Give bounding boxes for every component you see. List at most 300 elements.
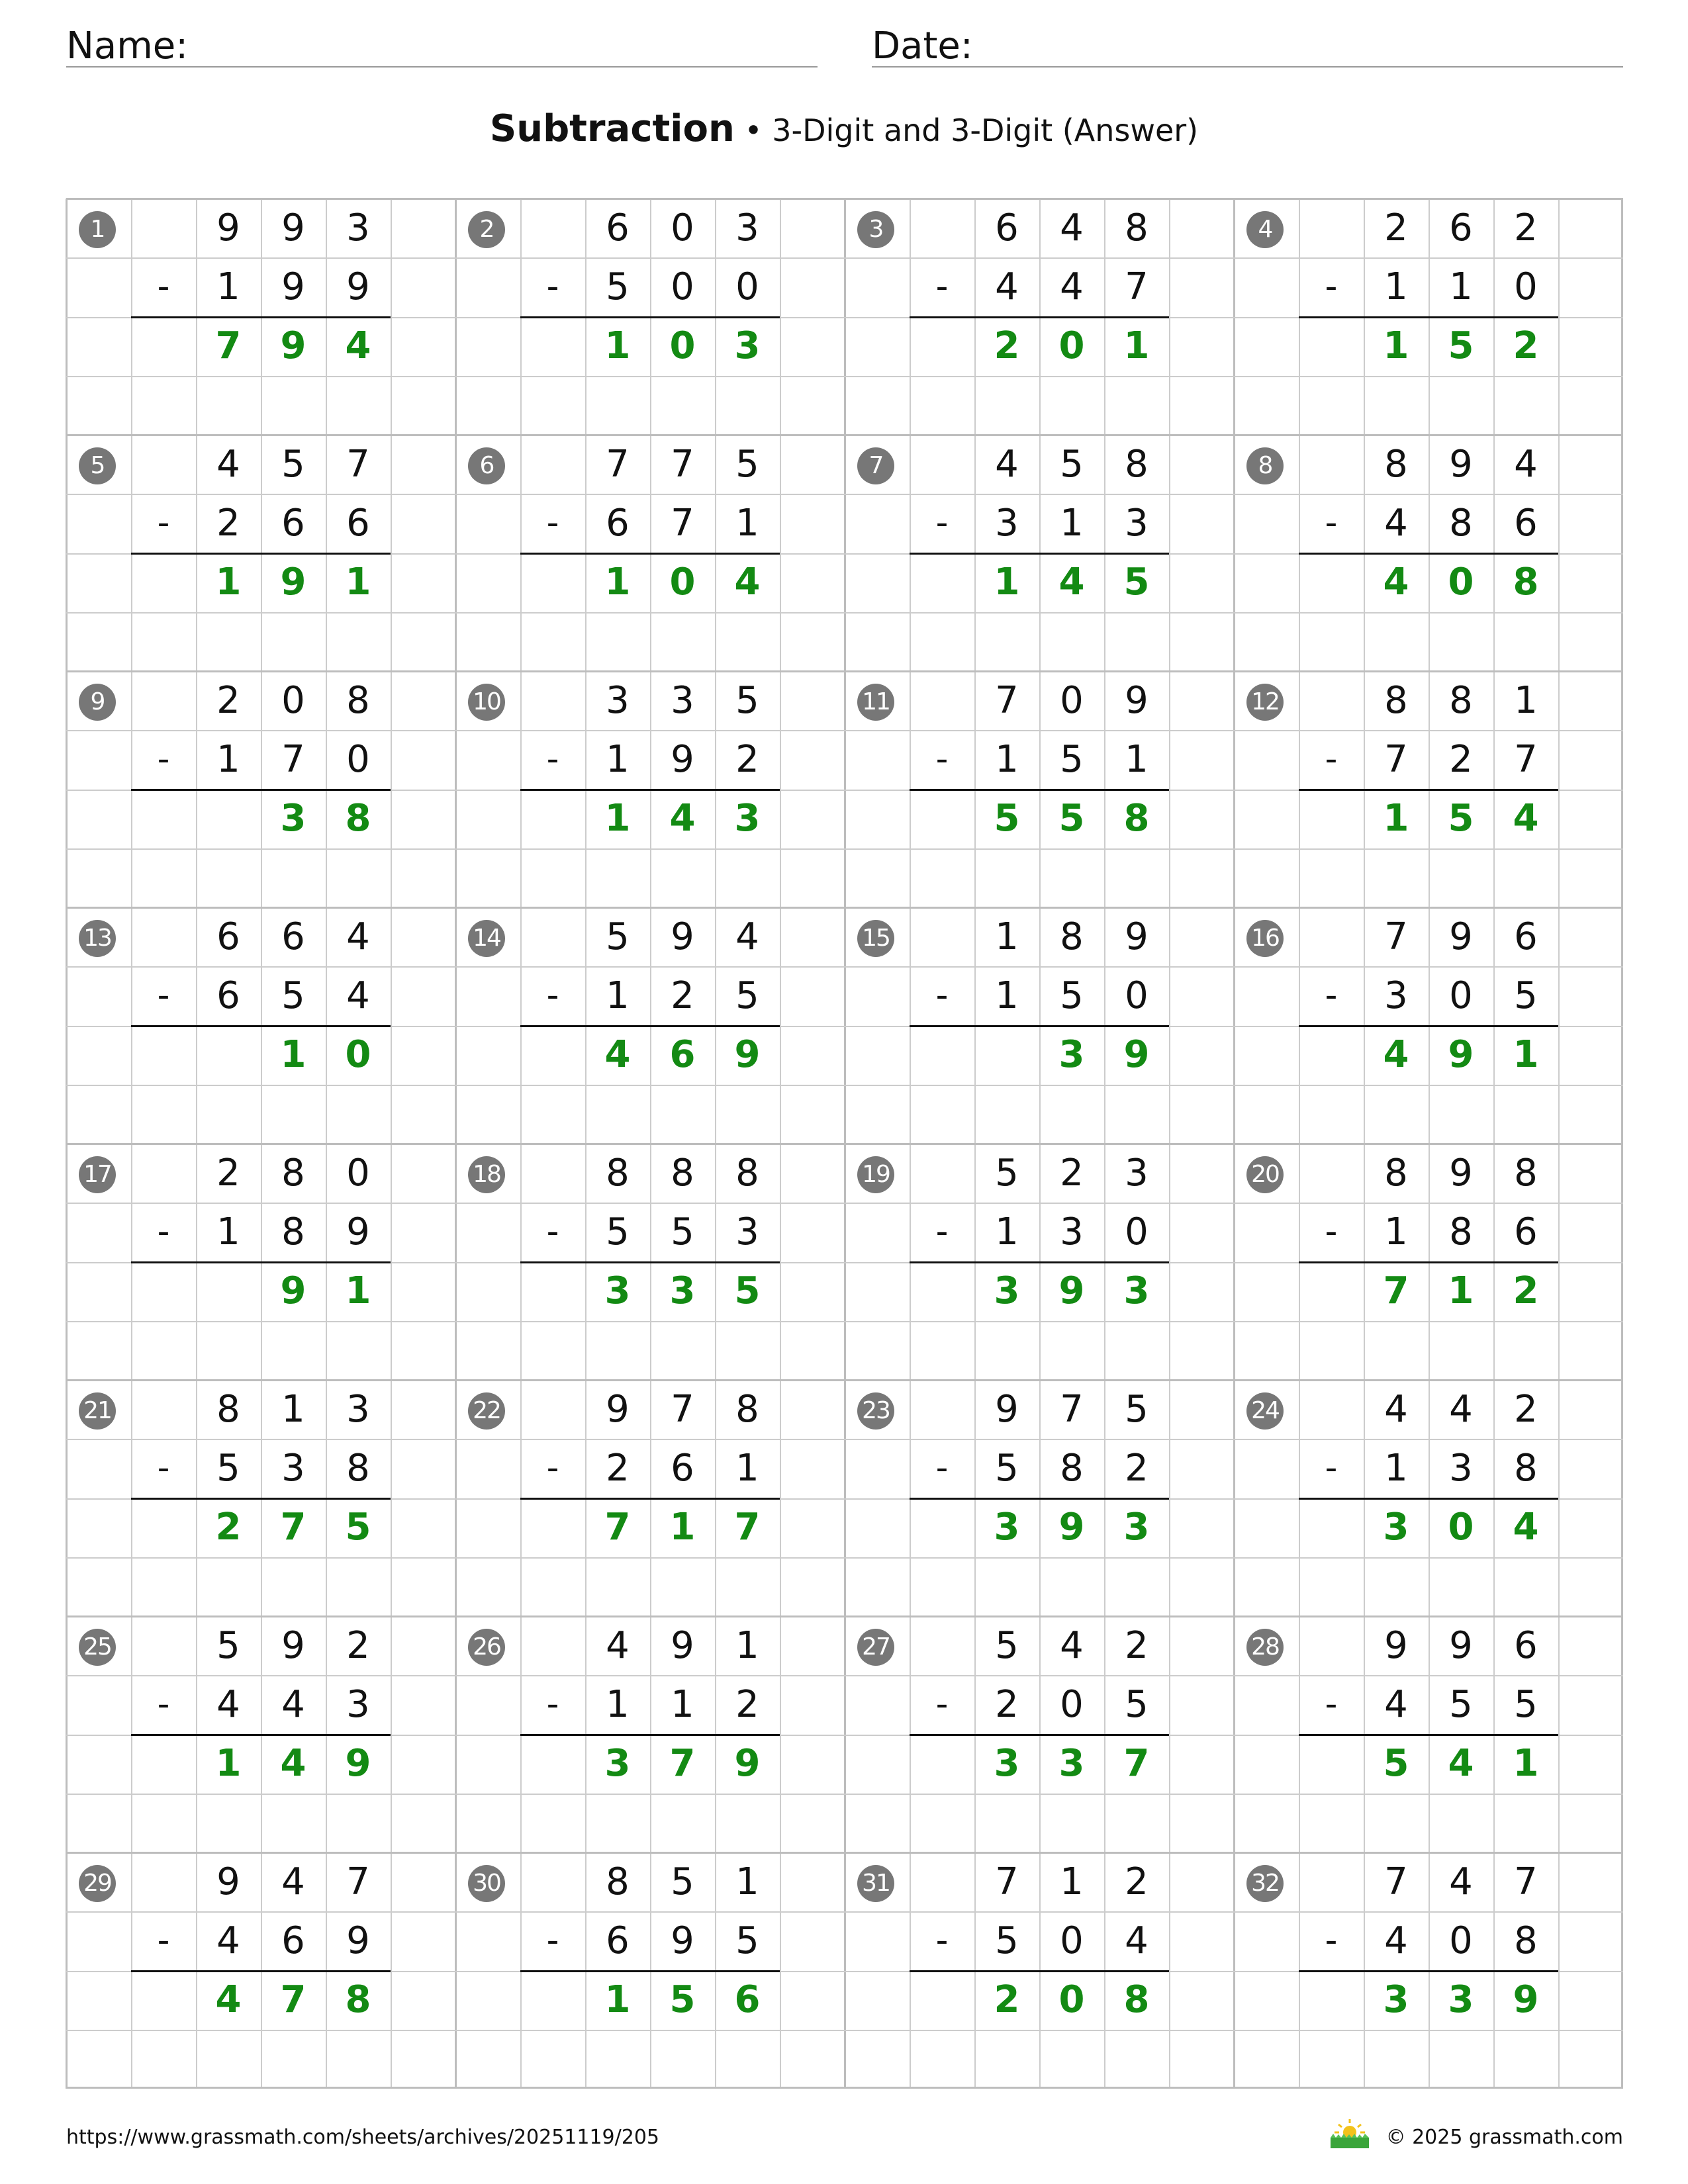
minuend-digit: 1 (735, 1624, 759, 1667)
minuend-digit: 4 (1060, 1624, 1084, 1667)
subtrahend-digit: 1 (1384, 1210, 1408, 1253)
answer-digit: 3 (1448, 1978, 1474, 2021)
minuend-digit: 5 (671, 1860, 694, 1903)
answer-digit: 0 (669, 324, 696, 367)
subtrahend-digit: 1 (606, 738, 630, 781)
minuend-digit: 8 (216, 1388, 240, 1431)
problem-18 (455, 1144, 845, 1380)
minus-sign: - (1325, 1921, 1338, 1960)
answer-digit: 4 (734, 561, 761, 604)
minus-sign: - (546, 1448, 559, 1488)
problem-number-badge: 29 (79, 1865, 116, 1902)
answer-digit: 0 (1058, 324, 1085, 367)
minuend-digit: 1 (735, 1860, 759, 1903)
minuend-digit: 2 (1125, 1624, 1149, 1667)
minuend-digit: 2 (216, 1152, 240, 1195)
minus-sign: - (157, 1684, 170, 1724)
answer-digit: 6 (734, 1978, 761, 2021)
answer-digit: 4 (669, 797, 696, 840)
subtrahend-digit: 2 (1449, 738, 1473, 781)
subtrahend-digit: 1 (216, 265, 240, 308)
answer-digit: 3 (1123, 1269, 1150, 1312)
minuend-digit: 4 (1514, 443, 1538, 486)
subtrahend-digit: 5 (1060, 974, 1084, 1017)
minus-sign: - (935, 267, 949, 306)
subtrahend-digit: 2 (735, 1683, 759, 1726)
subtrahend-digit: 4 (1060, 265, 1084, 308)
subtrahend-digit: 1 (1060, 502, 1084, 545)
subtrahend-digit: 6 (606, 1919, 630, 1962)
answer-digit: 4 (1448, 1742, 1474, 1785)
problem-number-badge: 5 (79, 447, 116, 484)
minuend-digit: 4 (735, 915, 759, 958)
answer-digit: 1 (1513, 1033, 1539, 1076)
subtrahend-digit: 8 (1514, 1447, 1538, 1490)
minus-sign: - (935, 1684, 949, 1724)
problem-number-badge: 28 (1246, 1629, 1284, 1666)
answer-digit: 7 (604, 1506, 631, 1549)
minuend-digit: 8 (735, 1388, 759, 1431)
answer-digit: 3 (1383, 1978, 1409, 2021)
minuend-digit: 8 (1449, 679, 1473, 722)
subtrahend-digit: 5 (1449, 1683, 1473, 1726)
subtrahend-digit: 4 (1125, 1919, 1149, 1962)
answer-digit: 2 (1513, 324, 1539, 367)
minuend-digit: 7 (995, 1860, 1019, 1903)
subtrahend-digit: 8 (281, 1210, 305, 1253)
answer-digit: 5 (669, 1978, 696, 2021)
answer-digit: 3 (604, 1742, 631, 1785)
problem-number-badge: 4 (1246, 211, 1284, 248)
subtrahend-digit: 1 (1449, 265, 1473, 308)
subtrahend-digit: 1 (735, 502, 759, 545)
problem-23 (845, 1380, 1234, 1616)
minus-sign: - (546, 1921, 559, 1960)
problem-number-badge: 13 (79, 920, 116, 957)
minus-sign: - (1325, 739, 1338, 779)
problem-13 (66, 907, 455, 1144)
answer-digit: 4 (1058, 561, 1085, 604)
answer-digit: 9 (280, 561, 306, 604)
problem-14 (455, 907, 845, 1144)
subtrahend-digit: 2 (671, 974, 694, 1017)
minuend-digit: 2 (1514, 206, 1538, 250)
problem-20 (1234, 1144, 1623, 1380)
minuend-digit: 5 (995, 1624, 1019, 1667)
minuend-digit: 5 (216, 1624, 240, 1667)
worksheet-title (0, 103, 1688, 164)
answer-digit: 3 (734, 797, 761, 840)
answer-digit: 1 (1383, 797, 1409, 840)
answer-digit: 1 (604, 324, 631, 367)
answer-digit: 1 (345, 561, 371, 604)
minuend-digit: 7 (671, 443, 694, 486)
minus-sign: - (1325, 1684, 1338, 1724)
problem-32 (1234, 1852, 1623, 2089)
subtrahend-digit: 9 (346, 265, 370, 308)
problem-27 (845, 1616, 1234, 1852)
minus-sign: - (157, 1212, 170, 1251)
minuend-digit: 3 (606, 679, 630, 722)
problem-number-badge: 17 (79, 1156, 116, 1193)
answer-digit: 1 (669, 1506, 696, 1549)
problem-number-badge: 15 (857, 920, 894, 957)
title-subtitle: 3-Digit and 3-Digit (Answer) (772, 113, 1199, 148)
answer-digit: 0 (1058, 1978, 1085, 2021)
subtrahend-digit: 8 (1449, 502, 1473, 545)
minuend-digit: 4 (281, 1860, 305, 1903)
answer-digit: 8 (1123, 1978, 1150, 2021)
minuend-digit: 0 (281, 679, 305, 722)
answer-digit: 9 (1448, 1033, 1474, 1076)
answer-digit: 4 (215, 1978, 242, 2021)
minuend-digit: 9 (216, 206, 240, 250)
subtrahend-digit: 8 (346, 1447, 370, 1490)
problem-number-badge: 9 (79, 684, 116, 721)
problem-number-badge: 23 (857, 1392, 894, 1430)
minuend-digit: 1 (995, 915, 1019, 958)
minus-sign: - (546, 976, 559, 1015)
minus-sign: - (546, 739, 559, 779)
problem-25 (66, 1616, 455, 1852)
subtrahend-digit: 0 (1060, 1919, 1084, 1962)
minuend-digit: 4 (1384, 1388, 1408, 1431)
problem-number-badge: 31 (857, 1865, 894, 1902)
minuend-digit: 3 (346, 1388, 370, 1431)
answer-digit: 7 (669, 1742, 696, 1785)
subtrahend-digit: 5 (735, 974, 759, 1017)
answer-digit: 3 (280, 797, 306, 840)
problem-number-badge: 3 (857, 211, 894, 248)
subtrahend-digit: 3 (346, 1683, 370, 1726)
subtrahend-digit: 2 (1125, 1447, 1149, 1490)
answer-digit: 1 (604, 1978, 631, 2021)
subtrahend-digit: 5 (216, 1447, 240, 1490)
minus-sign: - (1325, 267, 1338, 306)
answer-digit: 5 (1448, 324, 1474, 367)
minuend-digit: 7 (1384, 1860, 1408, 1903)
subtrahend-digit: 5 (606, 1210, 630, 1253)
subtrahend-digit: 7 (1384, 738, 1408, 781)
minuend-digit: 2 (1125, 1860, 1149, 1903)
answer-digit: 1 (994, 561, 1020, 604)
name-line (66, 66, 818, 68)
minuend-digit: 9 (1449, 1624, 1473, 1667)
answer-digit: 4 (345, 324, 371, 367)
minus-sign: - (157, 267, 170, 306)
subtrahend-digit: 4 (281, 1683, 305, 1726)
problem-number-badge: 12 (1246, 684, 1284, 721)
answer-digit: 7 (280, 1978, 306, 2021)
minuend-digit: 2 (346, 1624, 370, 1667)
answer-digit: 7 (1383, 1269, 1409, 1312)
subtrahend-digit: 2 (995, 1683, 1019, 1726)
minuend-digit: 9 (1449, 1152, 1473, 1195)
problem-number-badge: 25 (79, 1629, 116, 1666)
minuend-digit: 8 (735, 1152, 759, 1195)
answer-digit: 3 (1058, 1033, 1085, 1076)
problem-number-badge: 22 (468, 1392, 505, 1430)
subtrahend-digit: 2 (216, 502, 240, 545)
minuend-digit: 1 (281, 1388, 305, 1431)
minuend-digit: 9 (671, 915, 694, 958)
subtrahend-digit: 5 (995, 1919, 1019, 1962)
subtrahend-digit: 6 (606, 502, 630, 545)
answer-digit: 9 (734, 1742, 761, 1785)
minus-sign: - (546, 267, 559, 306)
subtrahend-digit: 5 (1514, 974, 1538, 1017)
problem-number-badge: 20 (1246, 1156, 1284, 1193)
minuend-digit: 5 (735, 443, 759, 486)
minuend-digit: 4 (1449, 1860, 1473, 1903)
minuend-digit: 9 (1384, 1624, 1408, 1667)
subtrahend-digit: 9 (346, 1210, 370, 1253)
subtrahend-digit: 7 (1514, 738, 1538, 781)
answer-digit: 9 (1058, 1269, 1085, 1312)
minuend-digit: 2 (1384, 206, 1408, 250)
subtrahend-digit: 1 (671, 1683, 694, 1726)
minuend-digit: 8 (1384, 1152, 1408, 1195)
subtrahend-digit: 4 (1384, 1919, 1408, 1962)
subtrahend-digit: 5 (1125, 1683, 1149, 1726)
problem-2 (455, 199, 845, 435)
problem-number-badge: 21 (79, 1392, 116, 1430)
minuend-digit: 9 (1125, 679, 1149, 722)
problem-26 (455, 1616, 845, 1852)
answer-digit: 2 (1513, 1269, 1539, 1312)
answer-digit: 2 (994, 324, 1020, 367)
minuend-digit: 7 (346, 1860, 370, 1903)
answer-digit: 1 (604, 561, 631, 604)
minuend-digit: 9 (1125, 915, 1149, 958)
minuend-digit: 7 (671, 1388, 694, 1431)
subtrahend-digit: 6 (1514, 502, 1538, 545)
answer-digit: 9 (1058, 1506, 1085, 1549)
minuend-digit: 4 (1060, 206, 1084, 250)
subtrahend-digit: 6 (281, 1919, 305, 1962)
problem-12 (1234, 671, 1623, 907)
answer-digit: 0 (669, 561, 696, 604)
minuend-digit: 7 (1514, 1860, 1538, 1903)
subtrahend-digit: 9 (346, 1919, 370, 1962)
minus-sign: - (157, 503, 170, 543)
subtrahend-digit: 3 (1125, 502, 1149, 545)
answer-digit: 3 (604, 1269, 631, 1312)
answer-digit: 5 (1383, 1742, 1409, 1785)
problem-number-badge: 30 (468, 1865, 505, 1902)
footer-url: https://www.grassmath.com/sheets/archives/20251119/205 (66, 2126, 660, 2149)
minuend-digit: 6 (1514, 915, 1538, 958)
subtrahend-digit: 1 (995, 1210, 1019, 1253)
subtrahend-digit: 0 (1449, 1919, 1473, 1962)
answer-digit: 0 (1448, 1506, 1474, 1549)
minuend-digit: 7 (1060, 1388, 1084, 1431)
minuend-digit: 8 (1384, 443, 1408, 486)
answer-digit: 4 (280, 1742, 306, 1785)
minuend-digit: 6 (281, 915, 305, 958)
answer-digit: 3 (1383, 1506, 1409, 1549)
subtrahend-digit: 0 (1449, 974, 1473, 1017)
minus-sign: - (935, 1448, 949, 1488)
minuend-digit: 6 (216, 915, 240, 958)
problem-8 (1234, 435, 1623, 671)
subtrahend-digit: 1 (606, 974, 630, 1017)
minuend-digit: 8 (671, 1152, 694, 1195)
subtrahend-digit: 0 (735, 265, 759, 308)
minuend-digit: 0 (671, 206, 694, 250)
subtrahend-digit: 5 (1060, 738, 1084, 781)
problem-number-badge: 14 (468, 920, 505, 957)
answer-digit: 3 (994, 1269, 1020, 1312)
answer-digit: 1 (1383, 324, 1409, 367)
problem-15 (845, 907, 1234, 1144)
minuend-digit: 5 (281, 443, 305, 486)
problem-22 (455, 1380, 845, 1616)
minus-sign: - (157, 1448, 170, 1488)
minuend-digit: 8 (1125, 443, 1149, 486)
problem-29 (66, 1852, 455, 2089)
problem-number-badge: 1 (79, 211, 116, 248)
minus-sign: - (546, 1684, 559, 1724)
problem-30 (455, 1852, 845, 2089)
problem-28 (1234, 1616, 1623, 1852)
answer-digit: 1 (1448, 1269, 1474, 1312)
subtrahend-digit: 1 (1384, 265, 1408, 308)
problem-number-badge: 27 (857, 1629, 894, 1666)
subtrahend-digit: 1 (1125, 738, 1149, 781)
problem-3 (845, 199, 1234, 435)
answer-digit: 5 (1123, 561, 1150, 604)
date-label: Date: (872, 24, 973, 68)
problem-number-badge: 7 (857, 447, 894, 484)
subtrahend-digit: 3 (995, 502, 1019, 545)
answer-digit: 3 (669, 1269, 696, 1312)
subtrahend-digit: 9 (671, 738, 694, 781)
minuend-digit: 8 (1125, 206, 1149, 250)
minus-sign: - (157, 976, 170, 1015)
minuend-digit: 5 (606, 915, 630, 958)
subtrahend-digit: 3 (735, 1210, 759, 1253)
minuend-digit: 7 (606, 443, 630, 486)
subtrahend-digit: 4 (995, 265, 1019, 308)
minuend-digit: 4 (216, 443, 240, 486)
answer-digit: 1 (280, 1033, 306, 1076)
answer-digit: 7 (734, 1506, 761, 1549)
subtrahend-digit: 7 (671, 502, 694, 545)
minuend-digit: 6 (606, 206, 630, 250)
minus-sign: - (157, 1921, 170, 1960)
minuend-digit: 8 (606, 1860, 630, 1903)
subtrahend-digit: 5 (671, 1210, 694, 1253)
subtrahend-digit: 1 (216, 1210, 240, 1253)
answer-digit: 3 (734, 324, 761, 367)
minuend-digit: 2 (1514, 1388, 1538, 1431)
subtrahend-digit: 3 (1060, 1210, 1084, 1253)
subtrahend-digit: 0 (1125, 974, 1149, 1017)
minuend-digit: 8 (346, 679, 370, 722)
subtrahend-digit: 4 (216, 1683, 240, 1726)
minus-sign: - (935, 739, 949, 779)
answer-digit: 3 (994, 1742, 1020, 1785)
answer-digit: 1 (345, 1269, 371, 1312)
minuend-digit: 8 (606, 1152, 630, 1195)
minuend-digit: 5 (995, 1152, 1019, 1195)
answer-digit: 1 (1513, 1742, 1539, 1785)
answer-digit: 7 (280, 1506, 306, 1549)
subtrahend-digit: 8 (1514, 1919, 1538, 1962)
minuend-digit: 5 (1060, 443, 1084, 486)
minuend-digit: 3 (1125, 1152, 1149, 1195)
minus-sign: - (935, 1212, 949, 1251)
minuend-digit: 9 (1449, 915, 1473, 958)
subtrahend-digit: 4 (1384, 502, 1408, 545)
answer-digit: 8 (345, 1978, 371, 2021)
minus-sign: - (1325, 976, 1338, 1015)
answer-digit: 1 (215, 1742, 242, 1785)
subtrahend-digit: 4 (346, 974, 370, 1017)
minuend-digit: 8 (1060, 915, 1084, 958)
subtrahend-digit: 4 (1384, 1683, 1408, 1726)
subtrahend-digit: 3 (1449, 1447, 1473, 1490)
subtrahend-digit: 6 (671, 1447, 694, 1490)
answer-digit: 1 (215, 561, 242, 604)
problem-9 (66, 671, 455, 907)
minuend-digit: 0 (346, 1152, 370, 1195)
minus-sign: - (546, 1212, 559, 1251)
minuend-digit: 5 (735, 679, 759, 722)
answer-digit: 4 (1513, 797, 1539, 840)
minuend-digit: 6 (1514, 1624, 1538, 1667)
minuend-digit: 6 (1449, 206, 1473, 250)
answer-digit: 8 (1513, 561, 1539, 604)
minuend-digit: 7 (995, 679, 1019, 722)
title-separator: • (734, 113, 773, 148)
answer-digit: 5 (345, 1506, 371, 1549)
subtrahend-digit: 0 (346, 738, 370, 781)
answer-digit: 5 (734, 1269, 761, 1312)
subtrahend-digit: 5 (735, 1919, 759, 1962)
minuend-digit: 3 (346, 206, 370, 250)
problem-17 (66, 1144, 455, 1380)
answer-digit: 9 (734, 1033, 761, 1076)
answer-digit: 1 (604, 797, 631, 840)
minuend-digit: 6 (995, 206, 1019, 250)
answer-digit: 5 (994, 797, 1020, 840)
answer-digit: 2 (994, 1978, 1020, 2021)
minuend-digit: 9 (281, 206, 305, 250)
subtrahend-digit: 5 (995, 1447, 1019, 1490)
problem-7 (845, 435, 1234, 671)
date-line (872, 66, 1623, 68)
problem-19 (845, 1144, 1234, 1380)
subtrahend-digit: 8 (1449, 1210, 1473, 1253)
subtrahend-digit: 2 (735, 738, 759, 781)
minus-sign: - (935, 976, 949, 1015)
problem-number-badge: 32 (1246, 1865, 1284, 1902)
answer-digit: 2 (215, 1506, 242, 1549)
subtrahend-digit: 5 (606, 265, 630, 308)
minuend-digit: 0 (1060, 679, 1084, 722)
minus-sign: - (157, 739, 170, 779)
answer-digit: 9 (280, 324, 306, 367)
minus-sign: - (1325, 1212, 1338, 1251)
answer-digit: 5 (1058, 797, 1085, 840)
problem-24 (1234, 1380, 1623, 1616)
subtrahend-digit: 1 (995, 974, 1019, 1017)
minuend-digit: 4 (606, 1624, 630, 1667)
answer-digit: 6 (669, 1033, 696, 1076)
grass-sun-logo-icon (1328, 2115, 1372, 2151)
